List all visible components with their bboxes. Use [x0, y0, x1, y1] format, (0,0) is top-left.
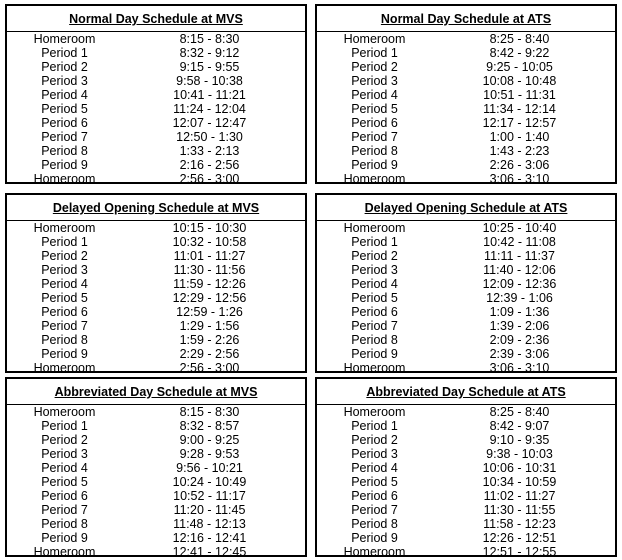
period-time: 10:24 - 10:49: [172, 475, 247, 489]
period-label: Period 6: [351, 305, 398, 319]
table-row: [7, 517, 305, 531]
period-label: Period 8: [351, 517, 398, 531]
schedule-rows: [317, 32, 615, 186]
schedule-title: Abbreviated Day Schedule at ATS: [317, 379, 615, 405]
period-label: Period 2: [351, 249, 398, 263]
schedule-rows: [7, 32, 305, 186]
period-label: Period 4: [41, 277, 88, 291]
period-label: Period 9: [351, 158, 398, 172]
table-row: [317, 291, 615, 305]
period-time: 9:15 - 9:55: [179, 60, 240, 74]
period-time: 11:48 - 12:13: [173, 517, 246, 531]
table-row: [317, 517, 615, 531]
period-time: 2:26 - 3:06: [489, 158, 550, 172]
schedule-table-normal-mvs: [5, 4, 307, 184]
table-row: [317, 172, 615, 186]
period-time: 12:16 - 12:41: [172, 531, 247, 545]
schedule-table-delayed-ats: [315, 193, 617, 373]
period-label: Period 7: [351, 503, 398, 517]
schedule-title: Delayed Opening Schedule at MVS: [7, 195, 305, 221]
period-time: 11:58 - 12:23: [483, 517, 556, 531]
period-time: 10:42 - 11:08: [483, 235, 556, 249]
table-row: [7, 60, 305, 74]
table-row: [317, 263, 615, 277]
table-row: [317, 144, 615, 158]
table-row: [317, 158, 615, 172]
table-row: [7, 531, 305, 545]
period-label: Homeroom: [343, 221, 406, 235]
period-time: 8:15 - 8:30: [179, 405, 240, 419]
period-time: 10:15 - 10:30: [172, 221, 247, 235]
table-row: [7, 144, 305, 158]
table-row: [317, 46, 615, 60]
table-row: [7, 158, 305, 172]
period-time: 12:17 - 12:57: [482, 116, 557, 130]
table-row: [317, 102, 615, 116]
period-time: 11:30 - 11:55: [483, 503, 556, 517]
period-time: 3:06 - 3:10: [489, 172, 550, 186]
table-row: [317, 32, 615, 46]
period-time: 12:51 - 12:55: [482, 545, 557, 559]
period-label: Period 9: [351, 531, 398, 545]
table-row: [7, 447, 305, 461]
period-time: 11:30 - 11:56: [173, 263, 246, 277]
table-row: [317, 447, 615, 461]
table-row: [7, 361, 305, 375]
table-row: [7, 545, 305, 559]
table-row: [317, 333, 615, 347]
period-label: Homeroom: [33, 405, 96, 419]
table-row: [7, 172, 305, 186]
period-time: 8:25 - 8:40: [489, 405, 550, 419]
period-time: 1:59 - 2:26: [179, 333, 240, 347]
period-time: 8:25 - 8:40: [489, 32, 550, 46]
period-label: Period 2: [41, 249, 88, 263]
schedule-table-normal-ats: [315, 4, 617, 184]
period-time: 8:42 - 9:22: [489, 46, 550, 60]
period-label: Period 1: [351, 235, 398, 249]
period-label: Period 9: [41, 531, 88, 545]
period-label: Period 1: [41, 235, 88, 249]
table-row: [317, 545, 615, 559]
period-label: Period 9: [41, 347, 88, 361]
table-row: [317, 221, 615, 235]
period-label: Period 2: [41, 60, 88, 74]
period-time: 9:25 - 10:05: [486, 60, 553, 74]
table-row: [7, 347, 305, 361]
period-label: Period 7: [351, 319, 398, 333]
period-label: Period 5: [41, 475, 88, 489]
period-label: Period 9: [351, 347, 398, 361]
table-row: [317, 347, 615, 361]
period-label: Period 4: [351, 88, 398, 102]
period-label: Period 7: [41, 319, 88, 333]
table-row: [7, 74, 305, 88]
period-time: 1:43 - 2:23: [489, 144, 550, 158]
period-time: 12:09 - 12:36: [482, 277, 557, 291]
table-row: [7, 116, 305, 130]
table-row: [7, 503, 305, 517]
period-label: Period 7: [41, 503, 88, 517]
table-row: [317, 475, 615, 489]
table-row: [317, 461, 615, 475]
table-row: [7, 419, 305, 433]
period-time: 11:59 - 12:26: [173, 277, 246, 291]
period-label: Period 2: [41, 433, 88, 447]
table-row: [7, 235, 305, 249]
table-row: [7, 305, 305, 319]
table-row: [317, 419, 615, 433]
period-time: 11:34 - 12:14: [483, 102, 556, 116]
period-time: 12:07 - 12:47: [172, 116, 247, 130]
period-label: Period 3: [351, 263, 398, 277]
period-label: Period 2: [351, 60, 398, 74]
period-label: Period 7: [351, 130, 398, 144]
period-time: 12:29 - 12:56: [172, 291, 247, 305]
table-row: [317, 116, 615, 130]
schedule-title: Normal Day Schedule at MVS: [7, 6, 305, 32]
period-time: 9:28 - 9:53: [179, 447, 240, 461]
table-row: [317, 405, 615, 419]
table-row: [317, 319, 615, 333]
period-label: Period 6: [351, 116, 398, 130]
table-row: [7, 263, 305, 277]
period-label: Period 5: [351, 291, 398, 305]
period-time: 2:16 - 2:56: [179, 158, 240, 172]
period-time: 1:09 - 1:36: [489, 305, 550, 319]
period-label: Homeroom: [343, 545, 406, 559]
period-label: Period 4: [41, 461, 88, 475]
table-row: [7, 489, 305, 503]
schedule-title: Delayed Opening Schedule at ATS: [317, 195, 615, 221]
period-label: Period 1: [41, 419, 88, 433]
table-row: [317, 235, 615, 249]
period-label: Period 5: [41, 291, 88, 305]
schedule-title: Normal Day Schedule at ATS: [317, 6, 615, 32]
table-row: [7, 221, 305, 235]
period-time: 10:08 - 10:48: [482, 74, 557, 88]
period-time: 8:15 - 8:30: [179, 32, 240, 46]
table-row: [7, 319, 305, 333]
period-label: Period 8: [41, 333, 88, 347]
period-time: 1:33 - 2:13: [179, 144, 240, 158]
table-row: [317, 60, 615, 74]
period-time: 1:00 - 1:40: [489, 130, 550, 144]
schedule-table-delayed-mvs: [5, 193, 307, 373]
period-label: Homeroom: [33, 32, 96, 46]
table-row: [7, 102, 305, 116]
period-label: Period 4: [351, 461, 398, 475]
period-label: Period 3: [41, 263, 88, 277]
period-time: 1:29 - 1:56: [179, 319, 240, 333]
table-row: [7, 88, 305, 102]
period-label: Period 3: [41, 447, 88, 461]
period-time: 2:29 - 2:56: [179, 347, 240, 361]
period-time: 9:38 - 10:03: [486, 447, 553, 461]
period-label: Period 8: [351, 144, 398, 158]
table-row: [317, 249, 615, 263]
period-label: Period 1: [351, 419, 398, 433]
period-label: Homeroom: [33, 361, 96, 375]
table-row: [7, 46, 305, 60]
period-time: 8:42 - 9:07: [489, 419, 550, 433]
schedule-table-abbreviated-ats: [315, 377, 617, 557]
table-row: [317, 305, 615, 319]
period-time: 12:39 - 1:06: [486, 291, 553, 305]
period-time: 11:02 - 11:27: [483, 489, 556, 503]
period-time: 12:41 - 12:45: [172, 545, 247, 559]
period-label: Period 9: [41, 158, 88, 172]
period-time: 2:56 - 3:00: [179, 361, 240, 375]
table-row: [7, 291, 305, 305]
period-time: 9:58 - 10:38: [176, 74, 243, 88]
table-row: [317, 489, 615, 503]
table-row: [7, 277, 305, 291]
table-row: [317, 433, 615, 447]
period-time: 10:32 - 10:58: [172, 235, 247, 249]
period-label: Homeroom: [343, 361, 406, 375]
period-label: Homeroom: [343, 32, 406, 46]
period-time: 11:01 - 11:27: [173, 249, 246, 263]
table-row: [7, 433, 305, 447]
period-time: 10:41 - 11:21: [173, 88, 246, 102]
period-label: Period 5: [41, 102, 88, 116]
period-time: 10:52 - 11:17: [173, 489, 246, 503]
period-label: Homeroom: [343, 405, 406, 419]
period-time: 12:50 - 1:30: [176, 130, 243, 144]
table-row: [317, 74, 615, 88]
table-row: [7, 461, 305, 475]
period-label: Period 3: [41, 74, 88, 88]
period-label: Period 8: [41, 144, 88, 158]
schedule-title: Abbreviated Day Schedule at MVS: [7, 379, 305, 405]
period-time: 2:39 - 3:06: [489, 347, 550, 361]
table-row: [317, 130, 615, 144]
schedule-rows: [7, 405, 305, 559]
schedule-rows: [317, 221, 615, 375]
period-label: Homeroom: [33, 221, 96, 235]
period-time: 2:56 - 3:00: [179, 172, 240, 186]
period-time: 12:26 - 12:51: [482, 531, 557, 545]
period-time: 8:32 - 8:57: [179, 419, 240, 433]
table-row: [7, 475, 305, 489]
period-label: Period 2: [351, 433, 398, 447]
period-time: 1:39 - 2:06: [489, 319, 550, 333]
period-label: Homeroom: [343, 172, 406, 186]
period-time: 10:34 - 10:59: [482, 475, 557, 489]
table-row: [317, 277, 615, 291]
period-time: 11:20 - 11:45: [173, 503, 246, 517]
period-time: 9:56 - 10:21: [176, 461, 243, 475]
table-row: [7, 333, 305, 347]
period-time: 3:06 - 3:10: [489, 361, 550, 375]
period-time: 8:32 - 9:12: [179, 46, 240, 60]
table-row: [7, 130, 305, 144]
period-label: Period 5: [351, 475, 398, 489]
period-label: Period 1: [41, 46, 88, 60]
period-time: 2:09 - 2:36: [489, 333, 550, 347]
period-label: Period 4: [351, 277, 398, 291]
table-row: [7, 405, 305, 419]
table-row: [7, 32, 305, 46]
period-time: 10:51 - 11:31: [483, 88, 556, 102]
period-time: 10:25 - 10:40: [482, 221, 557, 235]
period-time: 11:11 - 11:37: [484, 249, 555, 263]
schedule-table-abbreviated-mvs: [5, 377, 307, 557]
table-row: [317, 503, 615, 517]
schedule-rows: [7, 221, 305, 375]
period-time: 9:10 - 9:35: [489, 433, 550, 447]
period-label: Period 6: [41, 116, 88, 130]
period-label: Period 3: [351, 74, 398, 88]
period-time: 11:40 - 12:06: [483, 263, 556, 277]
table-row: [317, 531, 615, 545]
period-label: Period 7: [41, 130, 88, 144]
period-label: Period 1: [351, 46, 398, 60]
period-time: 10:06 - 10:31: [482, 461, 557, 475]
period-label: Period 5: [351, 102, 398, 116]
period-label: Period 6: [41, 489, 88, 503]
schedule-rows: [317, 405, 615, 559]
period-label: Homeroom: [33, 172, 96, 186]
period-time: 12:59 - 1:26: [176, 305, 243, 319]
table-row: [7, 249, 305, 263]
period-label: Period 8: [351, 333, 398, 347]
period-time: 9:00 - 9:25: [179, 433, 240, 447]
period-label: Period 4: [41, 88, 88, 102]
table-row: [317, 88, 615, 102]
period-label: Period 8: [41, 517, 88, 531]
period-label: Period 6: [351, 489, 398, 503]
table-row: [317, 361, 615, 375]
period-label: Homeroom: [33, 545, 96, 559]
period-time: 11:24 - 12:04: [173, 102, 246, 116]
period-label: Period 3: [351, 447, 398, 461]
period-label: Period 6: [41, 305, 88, 319]
